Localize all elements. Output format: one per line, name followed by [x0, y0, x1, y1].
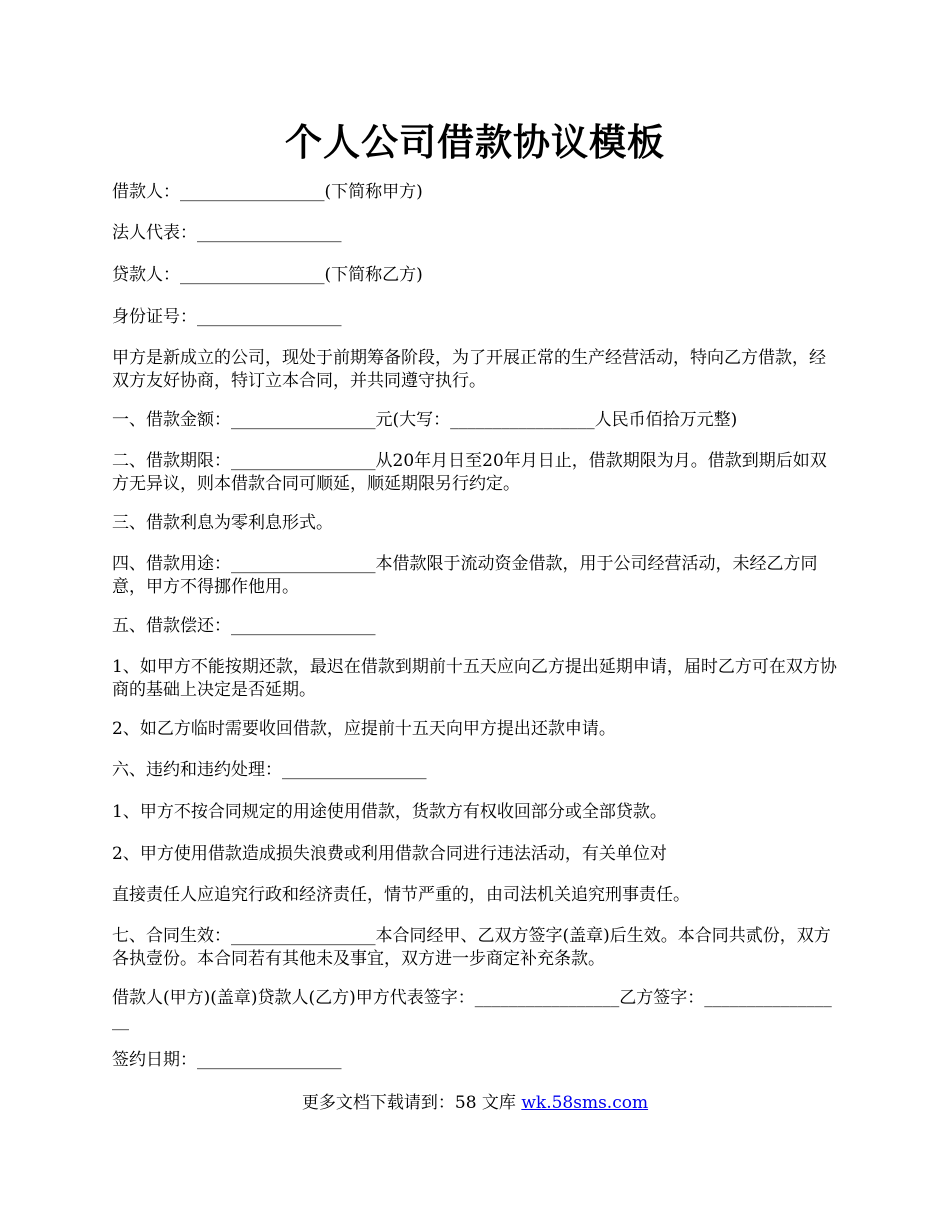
document-title: 个人公司借款协议模板 [285, 120, 665, 164]
breach-item-1: 1、甲方不按合同规定的用途使用借款，货款方有权收回部分或全部贷款。 [112, 802, 667, 822]
repayment-item-2: 2、如乙方临时需要收回借款，应提前十五天向甲方提出还款申请。 [112, 719, 616, 739]
footer-text: 更多文档下载请到：58 文库 [301, 1093, 522, 1113]
footer-link[interactable]: wk.58sms.com [521, 1093, 649, 1113]
repayment-item-1: 1、如甲方不能按期还款，最迟在借款到期前十五天应向乙方提出延期申请，届时乙方可在双方协商的基础上决定是否延期。 [112, 657, 837, 700]
signature-line: 借款人(甲方)(盖章)贷款人(乙方)甲方代表签字：_________________乙方签字：_________________ [112, 988, 832, 1031]
footer [0, 1088, 950, 1113]
clause-purpose: 四、借款用途：_________________本借款限于流动资金借款，用于公司经营活动，未经乙方同意，甲方不得挪作他用。 [112, 554, 818, 597]
clause-breach: 六、违约和违约处理：_________________ [112, 760, 427, 780]
breach-item-2: 2、甲方使用借款造成损失浪费或利用借款合同进行违法活动，有关单位对 [112, 844, 667, 864]
legal-rep-line: 法人代表：_________________ [112, 223, 342, 243]
clause-term: 二、借款期限：_________________从20年月日至20年月日止，借款期限为月。借款到期后如双方无异议，则本借款合同可顺延，顺延期限另行约定。 [112, 451, 827, 494]
clause-repayment: 五、借款偿还：_________________ [112, 616, 376, 636]
lender-line: 贷款人：_________________(下简称乙方) [112, 265, 423, 285]
sign-date-line: 签约日期：_________________ [112, 1050, 342, 1070]
clause-amount: 一、借款金额：_________________元(大写：_________________人民币佰拾万元整) [112, 410, 738, 430]
clause-effect: 七、合同生效：_________________本合同经甲、乙双方签字(盖章)后生效。本合同共贰份，双方各执壹份。本合同若有其他未及事宜，双方进一步商定补充条款。 [112, 926, 831, 969]
clause-interest: 三、借款利息为零利息形式。 [112, 513, 333, 533]
borrower-line: 借款人：_________________(下简称甲方) [112, 182, 423, 202]
breach-item-2-cont: 直接责任人应追究行政和经济责任，情节严重的，由司法机关追究刑事责任。 [112, 885, 690, 905]
intro-paragraph: 甲方是新成立的公司，现处于前期筹备阶段，为了开展正常的生产经营活动，特向乙方借款，经双方友好协商，特订立本合同，并共同遵守执行。 [112, 348, 826, 391]
id-number-line: 身份证号：_________________ [112, 307, 342, 327]
